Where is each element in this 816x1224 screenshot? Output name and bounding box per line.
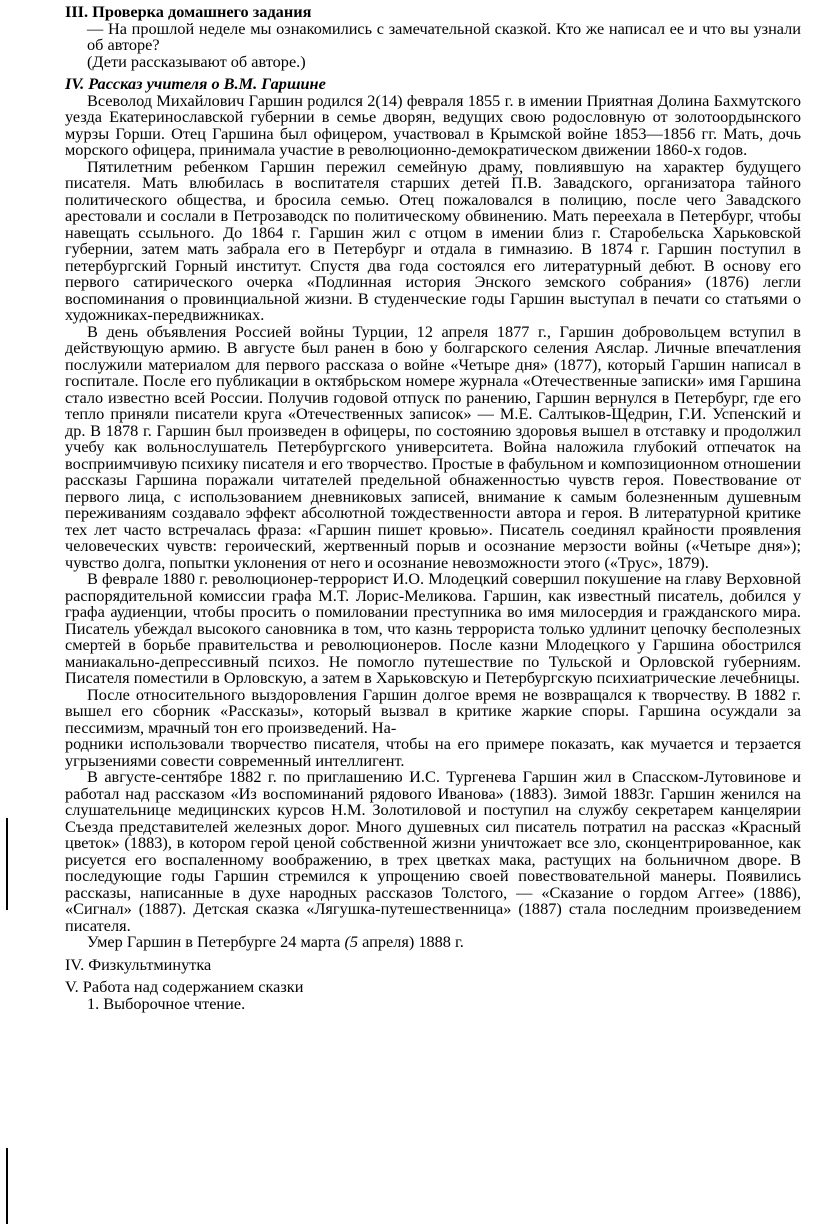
death-line-end: апреля) 1888 г.: [358, 932, 464, 951]
paragraph-1: Всеволод Михайлович Гаршин родился 2(14) февраля 1855 г. в имении Приятная Долина Бахмутского уезда Екатеринославской губернии в семье дворян, ведущих свою родословную от золотоордынского мурзы Горши. Отец Гаршина был офицером, участвовал в Крымской войне 1853—1856 гг. Мать, дочь морского офицера, принимала участие в революционно-демократическом движении 1860-х годов.: [65, 90, 801, 159]
death-line-start: Умер Гаршин в Петербурге 24 марта: [87, 932, 345, 951]
margin-bar-top: [6, 818, 8, 910]
outline-item-tale-work: V. Работа над содержанием сказки: [65, 977, 304, 996]
section-heading-teacher-story: IV. Рассказ учителя о В.М. Гаршине: [65, 74, 326, 93]
outline-subitem-selective-reading: 1. Выборочное чтение.: [87, 993, 246, 1013]
stage-direction: (Дети рассказывают об авторе.): [87, 51, 306, 71]
paragraph-4: В феврале 1880 г. революционер-террорист И.О. Млодецкий совершил покушение на главу Верховной распорядительной комиссии графа М.Т. Лорис-Меликова. Гаршин, как известный писатель, добился у графа аудиенции, чтобы просить о помиловании преступника во имя милосердия и гражданского мира. Писатель убеждал высокого сановника в том, что казнь террориста только удлинит цепочку бесполезных смертей в борьбе правительства и революционеров. После казни Млодецкого у Гаршина обострился маниакально-депрессивный психоз. Не помогло путешествие по Тульской и Орловской губерниям. Писателя поместили в Орловскую, а затем в Харьковскую и Петербургскую психиатрические лечебницы.: [65, 569, 801, 687]
outline-item-physical-break: IV. Физкультминутка: [65, 954, 212, 974]
margin-bar-bottom: [6, 1148, 8, 1224]
paragraph-2: Пятилетним ребенком Гаршин пережил семейную драму, повлиявшую на характер будущего писателя. Мать влюбилась в воспитателя старших детей П.В. Завадского, организатора тайного политического общества, и бросила семью. Отец пожаловался в полицию, после чего Завадского арестовали и сослали в Петрозаводск по политическому обвинению. Мать переехала в Петербург, чтобы навещать ссыльного. До 1864 г. Гаршин жил с отцом в имении близ г. Старобельска Харьковской губернии, затем мать забрала его в Петербург и отдала в гимназию. В 1874 г. Гаршин поступил в петербургский Горный институт. Спустя два года состоялся его литературный дебют. В основу его первого сатирического очерка «Подлинная история Энского земского собрания» (1876) легли воспоминания о провинциальной жизни. В студенческие годы Гаршин выступал в печати со статьями о художниках-передвижниках.: [65, 156, 801, 324]
paragraph-5: После относительного выздоровления Гаршин долгое время не возвращался к творчеству. В 1882 г. вышел его сборник «Рассказы», который вызвал в критике жаркие споры. Гаршина осуждали за пессимизм, мрачный тон его произведений. На-: [65, 684, 801, 737]
teacher-question: — На прошлой неделе мы ознакомились с замечательной сказкой. Кто же написал ее и что вы узнали об авторе?: [87, 18, 801, 54]
paragraph-5-continued: родники использовали творчество писателя, чтобы на его примере показать, как мучается и терзается угрызениями совести современный интеллигент.: [65, 734, 801, 770]
death-line: [65, 934, 801, 951]
section-heading-homework: III. Проверка домашнего задания: [65, 2, 312, 21]
document-page: [65, 4, 801, 1012]
paragraph-3: В день объявления Россией войны Турции, 12 апреля 1877 г., Гаршин добровольцем вступил в действующую армию. В августе был ранен в бою у болгарского селения Аяслар. Личные впечатления послужили материалом для первого рассказа о войне «Четыре дня» (1877), который Гаршин написал в госпитале. После его публикации в октябрьском номере журнала «Отечественные записки» имя Гаршина стало известно всей России. Получив годовой отпуск по ранению, Гаршин вернулся в Петербург, где его тепло приняли писатели круга «Отечественных записок» — М.Е. Салтыков-Щедрин, Г.И. Успенский и др. В 1878 г. Гаршин был произведен в офицеры, по состоянию здоровья вышел в отставку и продолжил учебу как вольнослушатель Петербургского университета. Война наложила глубокий отпечаток на восприимчивую психику писателя и его творчество. Простые в фабульном и композиционном отношении рассказы Гаршина поражали читателей предельной обнаженностью чувств героя. Повествование от первого лица, с использованием дневниковых записей, внимание к самым болезненным душевным переживаниям создавало эффект абсолютной тождественности автора и героя. В литературной критике тех лет часто встречалась фраза: «Гаршин пишет кровью». Писатель соединял крайности проявления человеческих чувств: героический, жертвенный порыв и осознание мерзости войны («Четыре дня»); чувство долга, попытки уклонения от него и осознание невозможности этого («Трус», 1879).: [65, 321, 801, 572]
paragraph-6: В августе-сентябре 1882 г. по приглашению И.С. Тургенева Гаршин жил в Спасском-Лутовинове и работал над рассказом «Из воспоминаний рядового Иванова» (1883). Зимой 1883г. Гаршин женился на слушательнице медицинских курсов Н.М. Золотиловой и поступил на службу секретарем канцелярии Съезда представителей железных дорог. Много душевных сил писатель потратил на рассказ «Красный цветок» (1883), в котором герой ценой собственной жизни уничтожает все зло, сконцентрированное, как рисуется его воспаленному воображению, в трех цветках мака, растущих на больничном дворе. В последующие годы Гаршин стремился к упрощению своей повествовательной манеры. Появились рассказы, написанные в духе народных рассказов Толстого, — «Сказание о гордом Аггее» (1886), «Сигнал» (1887). Детская сказка «Лягушка-путешественница» (1887) стала последним произведением писателя.: [65, 767, 801, 935]
death-line-italic: (5: [344, 932, 359, 951]
